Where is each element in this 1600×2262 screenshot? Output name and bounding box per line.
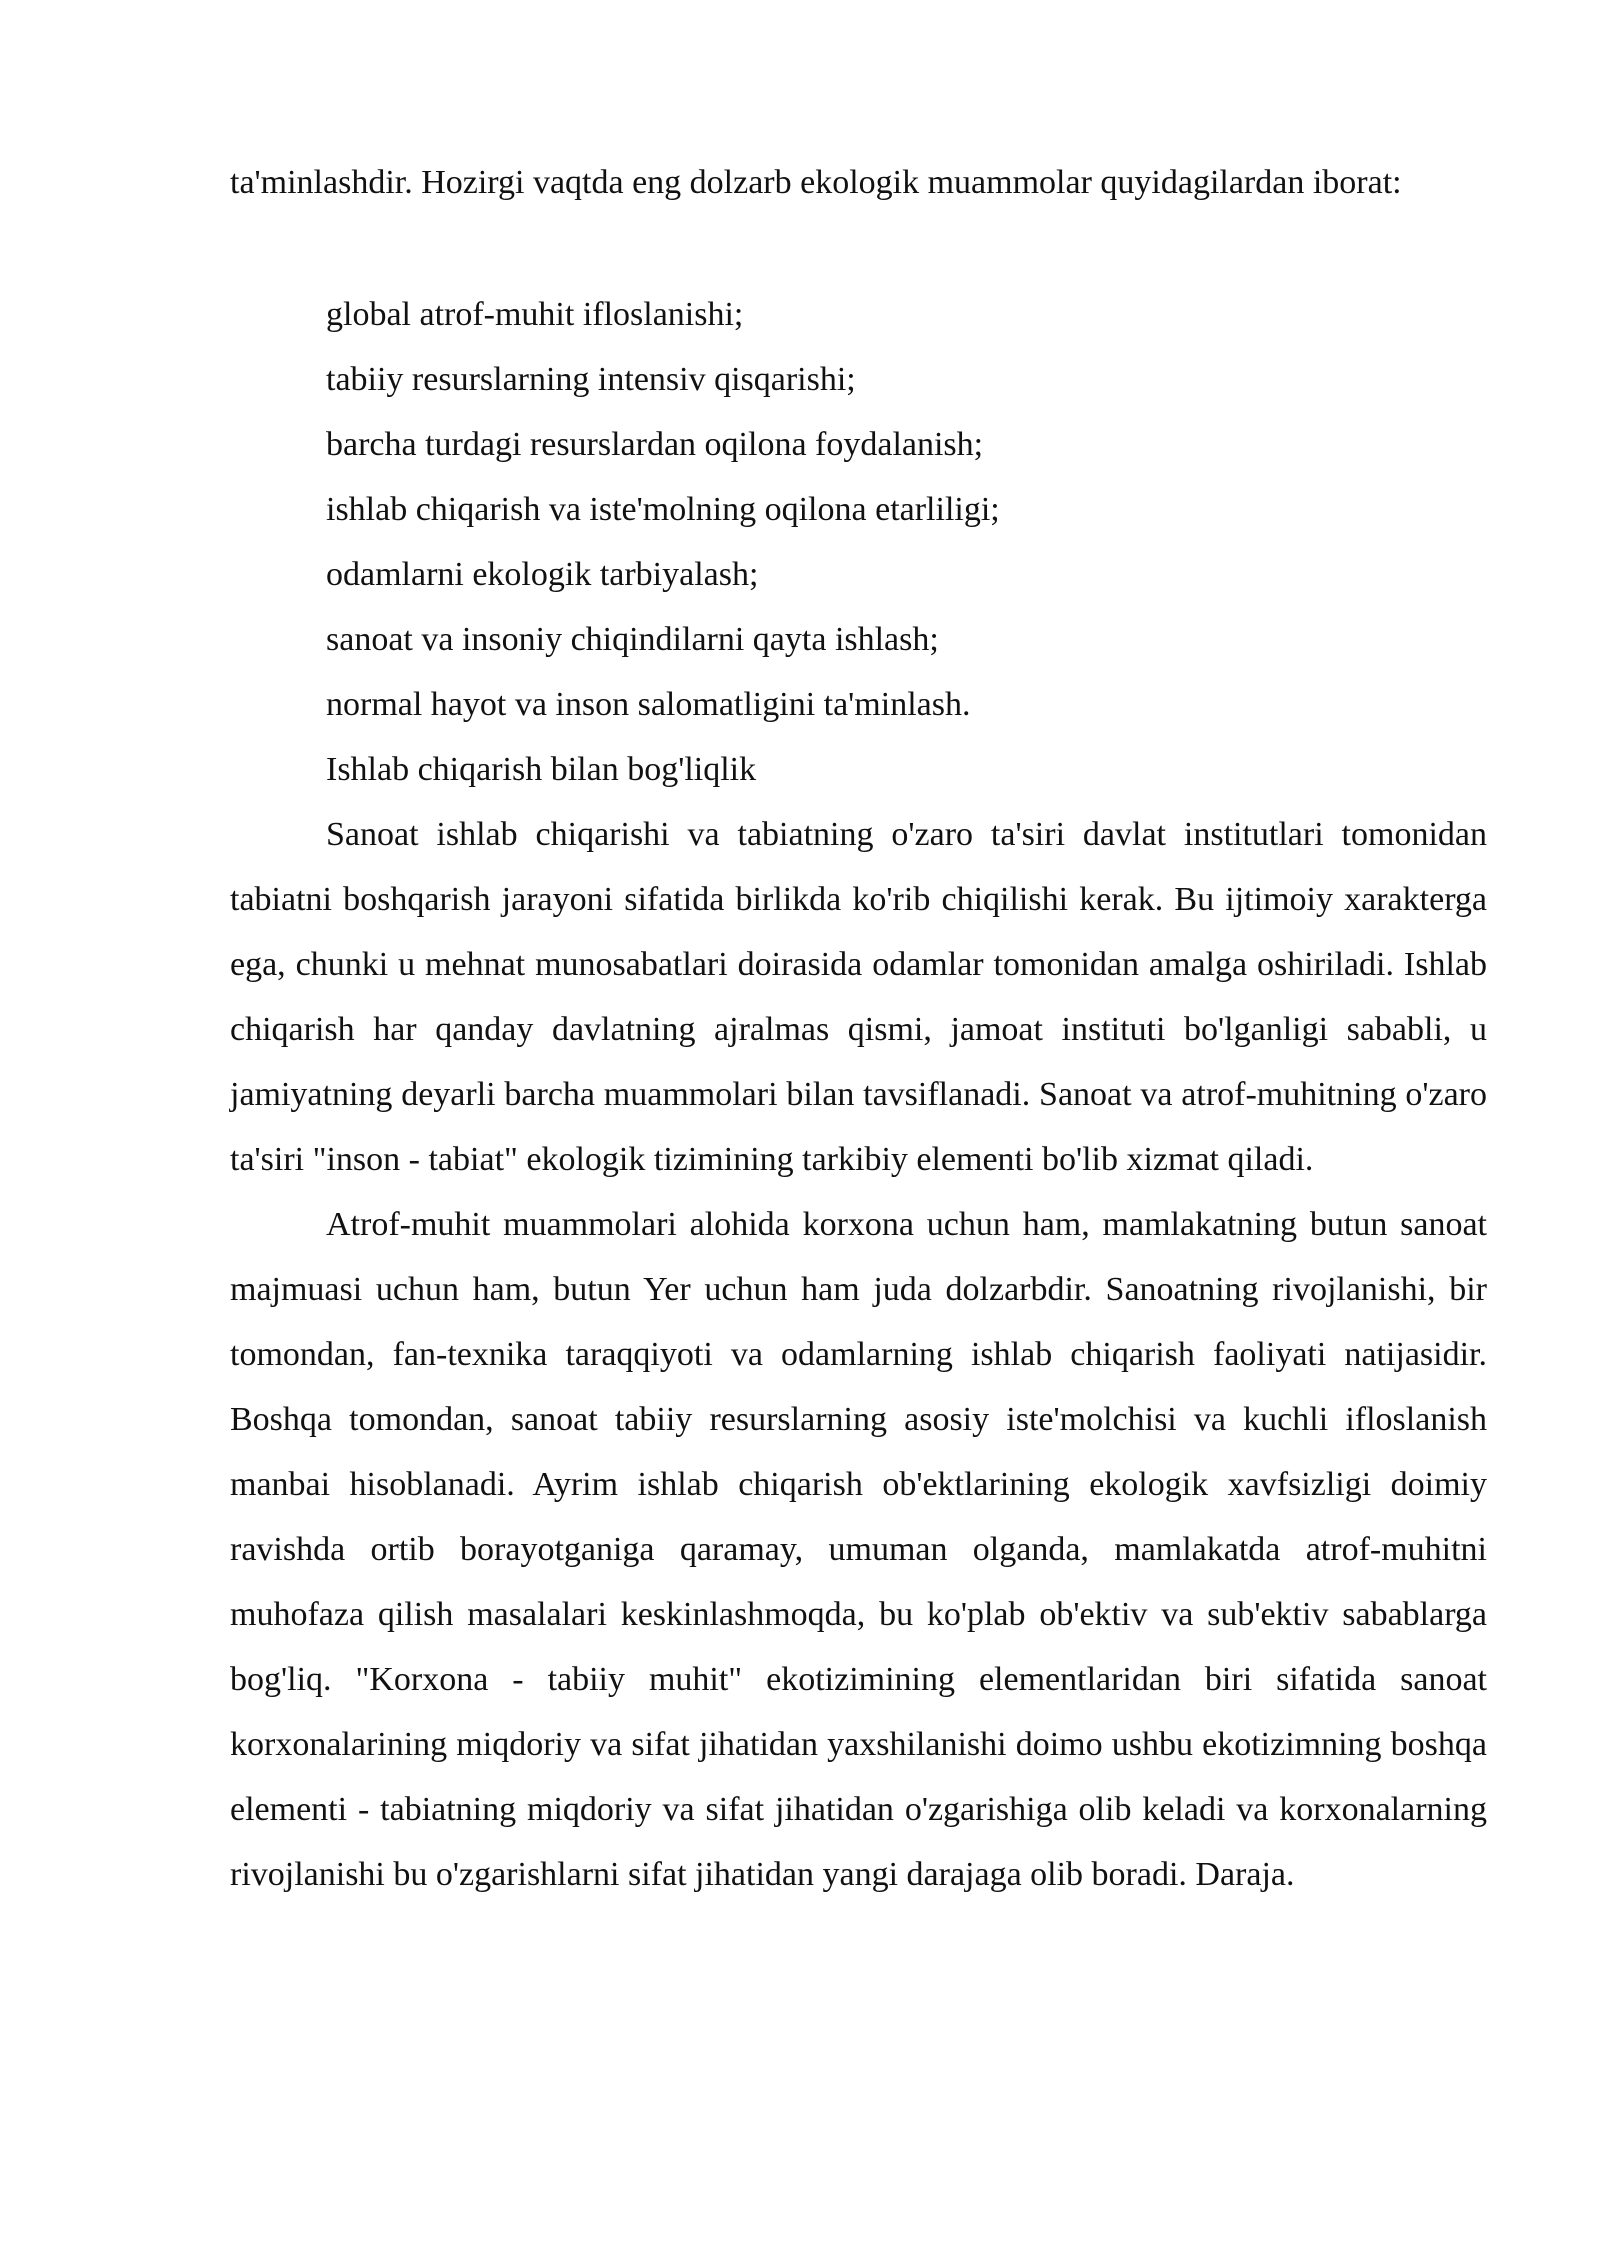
list-item: global atrof-muhit ifloslanishi; <box>326 296 744 333</box>
body-paragraph-2: Atrof-muhit muammolari alohida korxona uchun ham, mamlakatning butun sanoat majmuasi uchun ham, butun Yer uchun ham juda dolzarbdir. Sanoatning rivojlanishi, bir tomondan, fan-texnika taraqqiyoti va odamlarning ishlab chiqarish faoliyati natijasidir. Boshqa tomondan, sanoat tabiiy resurslarning asosiy iste'molchisi va kuchli ifloslanish manbai hisoblanadi. Ayrim ishlab chiqarish ob'ektlarining ekologik xavfsizligi doimiy ravishda ortib borayotganiga qaramay, umuman olganda, mamlakatda atrof-muhitni muhofaza qilish masalalari keskinlashmoqda, bu ko'plab ob'ektiv va sub'ektiv sabablarga bog'liq. "Korxona - tabiiy muhit" ekotizimining elementlaridan biri sifatida sanoat korxonalarining miqdoriy va sifat jihatidan yaxshilanishi doimo ushbu ekotizimning boshqa elementi - tabiatning miqdoriy va sifat jihatidan o'zgarishiga olib keladi va korxonalarning rivojlanishi bu o'zgarishlarni sifat jihatidan yangi darajaga olib boradi. Daraja. <box>230 1206 1487 1893</box>
list-item: tabiiy resurslarning intensiv qisqarishi; <box>326 361 856 398</box>
intro-paragraph: ta'minlashdir. Hozirgi vaqtda eng dolzarb ekologik muammolar quyidagilardan iborat: <box>230 164 1402 201</box>
body-paragraph-1: Sanoat ishlab chiqarishi va tabiatning o'zaro ta'siri davlat institutlari tomonidan tabiatni boshqarish jarayoni sifatida birlikda ko'rib chiqilishi kerak. Bu ijtimoiy xarakterga ega, chunki u mehnat munosabatlari doirasida odamlar tomonidan amalga oshiriladi. Ishlab chiqarish har qanday davlatning ajralmas qismi, jamoat instituti bo'lganligi sababli, u jamiyatning deyarli barcha muammolari bilan tavsiflanadi. Sanoat va atrof-muhitning o'zaro ta'siri "inson - tabiat" ekologik tizimining tarkibiy elementi bo'lib xizmat qiladi. <box>230 816 1487 1178</box>
list-item: barcha turdagi resurslardan oqilona foydalanish; <box>326 426 984 463</box>
section-heading: Ishlab chiqarish bilan bog'liqlik <box>326 751 757 788</box>
issues-list <box>230 282 1487 737</box>
list-item: odamlarni ekologik tarbiyalash; <box>326 556 759 593</box>
list-item: sanoat va insoniy chiqindilarni qayta ishlash; <box>326 621 939 658</box>
list-item: ishlab chiqarish va iste'molning oqilona etarliligi; <box>326 491 1000 528</box>
list-item: normal hayot va inson salomatligini ta'minlash. <box>326 686 971 723</box>
